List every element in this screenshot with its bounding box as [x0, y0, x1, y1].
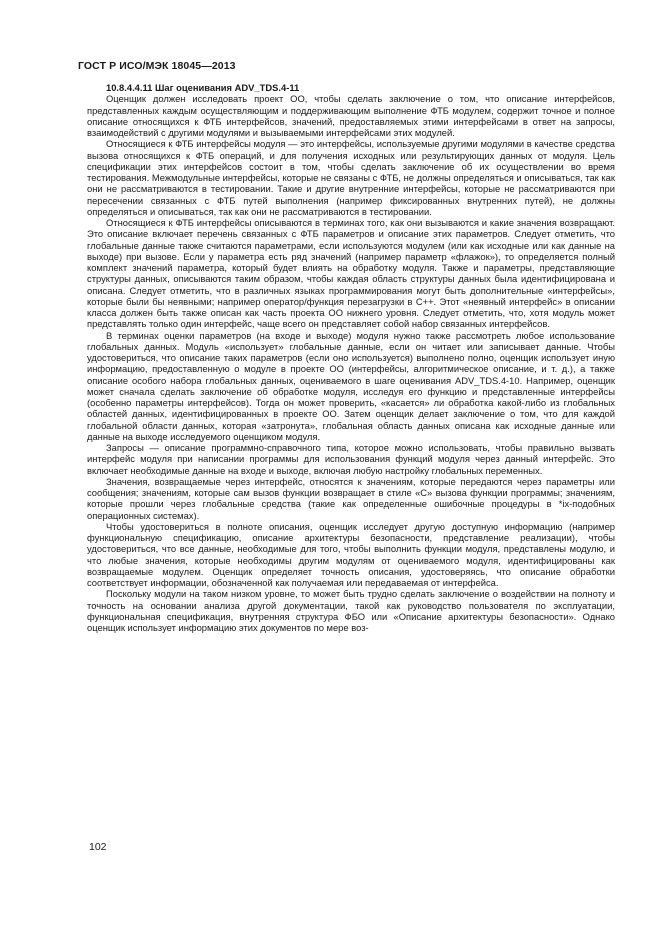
paragraph: Поскольку модули на таком низком уровне, то может быть трудно сделать заключение о воздействии на полноту и точность на основании анализа другой документации, такой как руководство пользователя по эксплуатации, функциональная спецификация, внутренняя структура ФБО или «Описание архитектуры безопасности». Однако оценщик использует информацию этих документов по мере воз- — [87, 588, 615, 633]
paragraph: Относящиеся к ФТБ интерфейсы описываются в терминах того, как они вызываются и какие значения возвращают. Это описание включает перечень связанных с ФТБ параметров и описание этих параметров. Следует отметить, что глобальные данные также считаются параметрами, если используются модулем (или как исходные или как данные на выходе) при вызове. Если у параметра есть ряд значений (например параметр «флажок»), то определяется полный комплект значений параметра, который будет влиять на обработку модуля. Также и параметры, представляющие структуры данных, описываются таким образом, чтобы каждая область структуры данных была идентифицирована и описана. Следует отметить, что в различных языках программирования могут быть дополнительные «интерфейсы», которые были бы неявными; например оператор/функция перезагрузки в С++. Этот «неявный интерфейс» в описании класса должен быть также описан как часть проекта ОО нижнего уровня. Следует отметить, что, хотя модуль может представлять только один интерфейс, чаще всего он представляет собой набор связанных интерфейсов. — [87, 217, 615, 330]
paragraph: Относящиеся к ФТБ интерфейсы модуля — это интерфейсы, используемые другими модулями в качестве средства вызова относящихся к ФТБ операций, и для получения исходных или результирующих данных от модуля. Цель спецификации этих интерфейсов состоит в том, чтобы сделать заключение об их осуществлении во время тестирования. Межмодульные интерфейсы, которые не связаны с ФТБ, не должны определяться и описываться, так как они не рассматриваются в тестировании. Такие и другие внутренние интерфейсы, которые не рассматриваются при пересечении связанных с ФТБ путей выполнения (например фиксированных внутренних путей), не должны определяться и описываться, так как они не рассматриваются в тестировании. — [87, 138, 615, 217]
paragraph: В терминах оценки параметров (на входе и выходе) модуля нужно также рассмотреть любое использование глобальных данных. Модуль «использует» глобальные данные, если он читает или записывает данные. Чтобы удостовериться, что описание таких параметров (если оно используется) выполнено полно, оценщик использует иную информацию, предоставленную о модуле в проекте ОО (интерфейсы, алгоритмическое описание, и т. д.), а также описание особого набора глобальных данных, оцениваемого в шаге оценивания ADV_TDS.4-10. Например, оценщик может сначала сделать заключение об обработке модуля, исследуя его функцию и представленные интерфейсы (особенно параметры интерфейсов). Тогда он может проверить, «касается» ли обработка какой-либо из глобальных областей данных, идентифицированных в проекте ОО. Затем оценщик делает заключение о том, что для каждой глобальной области данных, которая «затронута», глобальная область данных описана как исходные данные или данные на выходе исследуемого оценщиком модуля. — [87, 329, 615, 442]
page-number: 102 — [89, 841, 107, 853]
paragraph: Значения, возвращаемые через интерфейс, относятся к значениям, которые передаются через параметры или сообщения; значениям, которые сам вызов функции возвращает в стиле «С» вызова функции программы; значениям, которые прошли через глобальные средства (такие как определенные ошибочные процедуры в *ix-подобных операционных системах). — [87, 475, 615, 521]
page-content — [87, 82, 615, 633]
paragraph: Оценщик должен исследовать проект ОО, чтобы сделать заключение о том, что описание интерфейсов, представленных каждым осуществляющим и поддерживающим выполнение ФТБ модулем, содержит точное и полное описание относящихся к ФТБ интерфейсов, значений, предоставляемых этими интерфейсами в ответ на запросы, взаимодействий с другими модулями и вызываемыми интерфейсами этих модулей. — [87, 93, 615, 138]
standard-header: ГОСТ Р ИСО/МЭК 18045—2013 — [78, 60, 236, 72]
paragraph: Запросы — описание программно-справочного типа, которое можно использовать, чтобы правильно вызвать интерфейс модуля при написании программы для использования функций модуля через данный интерфейс. Это включает необходимые данные на входе и выходе, включая любую настройку глобальных переменных. — [87, 442, 615, 476]
section-title: 10.8.4.4.11 Шаг оценивания ADV_TDS.4-11 — [106, 82, 300, 93]
paragraph: Чтобы удостовериться в полноте описания, оценщик исследует другую доступную информацию (например функциональную спецификацию, описание архитектуры безопасности, представление реализации), чтобы удостовериться, что все данные, необходимые для того, чтобы выполнить функции модуля, представлены модулю, и что любые значения, которые необходимы другим модулям от оцениваемого модуля, идентифицированы как возвращаемые модулем. Оценщик определяет точность описания, удостоверяясь, что описание обработки соответствует информации, обозначенной как получаемая или передаваемая от интерфейса. — [87, 520, 615, 588]
